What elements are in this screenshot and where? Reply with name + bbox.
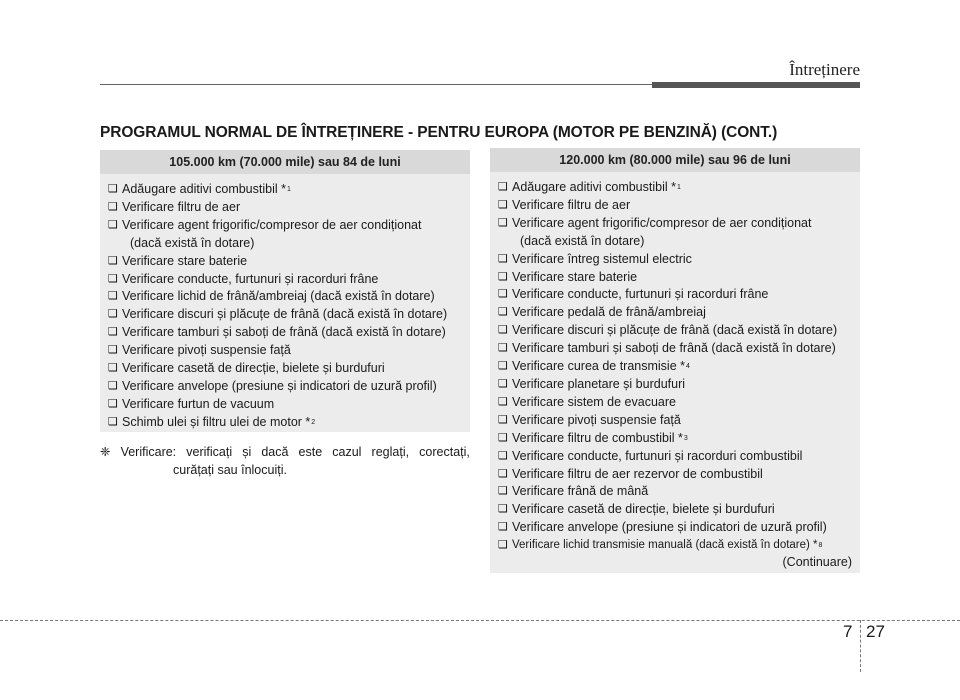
- page-title: PROGRAMUL NORMAL DE ÎNTREȚINERE - PENTRU EUROPA (MOTOR PE BENZINĂ) (CONT.): [100, 124, 778, 141]
- checklist-item: [108, 271, 470, 289]
- checkbox-icon: ❑: [498, 395, 508, 408]
- footnote-marker: 8: [818, 542, 823, 550]
- checklist-item-continuation: (dacă există în dotare): [520, 233, 645, 248]
- note-word: corectați,: [419, 445, 470, 459]
- checklist-item: [498, 537, 860, 555]
- checkbox-icon: ❑: [108, 344, 118, 357]
- checklist-item-continuation: (dacă există în dotare): [130, 235, 255, 250]
- checklist-item: [498, 269, 860, 287]
- checklist-item-text: Verificare stare baterie: [512, 269, 638, 284]
- footer-dashed-divider: [860, 620, 861, 672]
- checkbox-icon: ❑: [108, 397, 118, 410]
- checkbox-icon: ❑: [498, 270, 508, 283]
- checklist-item-text: Verificare tamburi și saboți de frână (dacă există în dotare): [512, 341, 836, 356]
- checklist-item-text: Adăugare aditivi combustibil *: [122, 182, 286, 196]
- checkbox-icon: ❑: [498, 467, 508, 480]
- checkbox-icon: ❑: [498, 252, 508, 265]
- left-checklist: [100, 174, 470, 432]
- checklist-item-text: Verificare casetă de direcție, bielete și burdufuri: [122, 361, 385, 376]
- section-title: Întreținere: [789, 60, 860, 79]
- checklist-item-text: Verificare frână de mână: [512, 484, 649, 499]
- note-word: reglați,: [371, 445, 410, 459]
- checklist-item: [498, 340, 860, 358]
- checkbox-icon: ❑: [498, 503, 508, 516]
- checkbox-icon: ❑: [108, 326, 118, 339]
- checklist-item-text: Verificare pedală de frână/ambreiaj: [512, 305, 706, 320]
- checklist-item: [498, 501, 860, 519]
- checklist-item-text: Verificare casetă de direcție, bielete și burdufuri: [512, 502, 775, 517]
- checklist-item: [498, 304, 860, 322]
- checklist-item: [498, 322, 860, 340]
- checkbox-icon: ❑: [498, 449, 508, 462]
- checkbox-icon: ❑: [498, 521, 508, 534]
- checkbox-icon: ❑: [498, 288, 508, 301]
- footnote-marker: 3: [683, 434, 688, 442]
- checklist-item-text: Verificare filtru de aer: [512, 197, 631, 212]
- checklist-item: [108, 378, 470, 396]
- checklist-item-text: Verificare pivoți suspensie față: [512, 412, 681, 427]
- checklist-item-text: Verificare agent frigorific/compresor de aer condiționat: [122, 217, 422, 232]
- checklist-item: [498, 358, 860, 376]
- checklist-item: [498, 519, 860, 537]
- footnote-marker: 2: [311, 418, 316, 426]
- checkbox-icon: ❑: [108, 218, 118, 231]
- checklist-item-text: Schimb ulei și filtru ulei de motor *: [122, 414, 311, 429]
- note-word: cazul: [332, 445, 362, 459]
- checkbox-icon: ❑: [108, 379, 118, 392]
- right-schedule-heading: 120.000 km (80.000 mile) sau 96 de luni: [490, 148, 860, 172]
- checklist-item-text: Verificare curea de transmisie *: [512, 359, 685, 374]
- checklist-item: [498, 394, 860, 412]
- verification-note: [100, 443, 470, 479]
- footer-dashed-rule: [0, 620, 960, 621]
- checklist-item: [498, 483, 860, 501]
- checklist-item-text: Verificare lichid transmisie manuală (dacă există în dotare) *: [512, 539, 818, 552]
- checklist-item: [108, 360, 470, 378]
- checkbox-icon: ❑: [498, 539, 508, 552]
- checklist-item: [108, 288, 470, 306]
- note-line-1: [100, 443, 470, 461]
- checklist-item-text: Verificare anvelope (presiune și indicatori de uzură profil): [122, 378, 437, 393]
- checklist-item-text: Verificare planetare și burdufuri: [512, 376, 686, 391]
- checklist-item-text: Verificare filtru de aer: [122, 199, 241, 214]
- checkbox-icon: ❑: [108, 308, 118, 321]
- note-word: și: [242, 445, 252, 459]
- checklist-item: [498, 197, 860, 215]
- checkbox-icon: ❑: [498, 431, 508, 444]
- checkbox-icon: ❑: [498, 181, 508, 193]
- chapter-number: 7: [843, 622, 853, 641]
- checklist-item-text: Verificare întreg sistemul electric: [512, 251, 692, 266]
- left-schedule-heading: 105.000 km (70.000 mile) sau 84 de luni: [100, 150, 470, 174]
- checklist-item-text: Verificare stare baterie: [122, 253, 248, 268]
- checklist-item-text: Verificare discuri și plăcuțe de frână (dacă există în dotare): [512, 323, 838, 338]
- checkbox-icon: ❑: [498, 198, 508, 211]
- checklist-item-text: Verificare tamburi și saboți de frână (dacă există în dotare): [122, 325, 446, 340]
- checklist-item: [108, 181, 470, 199]
- checkbox-icon: ❑: [498, 216, 508, 229]
- checklist-item: [108, 253, 470, 271]
- checkbox-icon: ❑: [108, 183, 118, 195]
- checklist-item: [108, 414, 470, 432]
- checklist-item-text: Verificare conducte, furtunuri și racorduri frâne: [122, 271, 379, 286]
- checkbox-icon: ❑: [498, 413, 508, 426]
- checklist-item-text: Verificare filtru de combustibil *: [512, 430, 683, 445]
- checklist-item-text: Verificare conducte, furtunuri și racorduri frâne: [512, 287, 769, 302]
- note-symbol: ❈: [100, 445, 111, 459]
- checklist-item: [108, 324, 470, 342]
- checkbox-icon: ❑: [498, 485, 508, 498]
- note-word: este: [298, 445, 323, 459]
- checklist-item-text: Adăugare aditivi combustibil *: [512, 180, 676, 194]
- checklist-item-text: Verificare anvelope (presiune și indicatori de uzură profil): [512, 520, 827, 535]
- right-schedule-panel: [490, 148, 860, 573]
- checklist-item: [108, 342, 470, 360]
- note-line-2: curățați sau înlocuiți.: [173, 463, 287, 477]
- checkbox-icon: ❑: [108, 272, 118, 285]
- checklist-item: [498, 412, 860, 430]
- footnote-marker: 1: [286, 186, 291, 193]
- checklist-item-text: Verificare lichid de frână/ambreiaj (dacă există în dotare): [122, 289, 435, 304]
- checkbox-icon: ❑: [498, 324, 508, 337]
- checkbox-icon: ❑: [498, 377, 508, 390]
- checkbox-icon: ❑: [498, 342, 508, 355]
- checklist-item: [498, 179, 860, 197]
- checklist-item: [108, 306, 470, 324]
- checklist-item-text: Verificare furtun de vacuum: [122, 396, 275, 411]
- footnote-marker: 1: [676, 184, 681, 191]
- checkbox-icon: ❑: [108, 200, 118, 213]
- checklist-item: [498, 376, 860, 394]
- checklist-item-text: Verificare agent frigorific/compresor de aer condiționat: [512, 215, 812, 230]
- checklist-item: [108, 396, 470, 414]
- footnote-marker: 4: [686, 363, 690, 371]
- checkbox-icon: ❑: [498, 360, 508, 373]
- checklist-item: [108, 217, 470, 235]
- note-label: Verificare:: [120, 445, 177, 459]
- page-number: 27: [866, 622, 885, 641]
- checklist-item-text: Verificare filtru de aer rezervor de combustibil: [512, 466, 763, 481]
- checklist-item-text: Verificare sistem de evacuare: [512, 394, 676, 409]
- checkbox-icon: ❑: [108, 290, 118, 303]
- continuation-label: (Continuare): [782, 555, 852, 569]
- left-schedule-panel: [100, 150, 470, 432]
- checklist-item: [498, 251, 860, 269]
- note-word: verificați: [186, 445, 233, 459]
- checklist-item: [498, 448, 860, 466]
- checkbox-icon: ❑: [108, 415, 118, 428]
- checklist-item: [498, 286, 860, 304]
- note-word: dacă: [261, 445, 289, 459]
- checklist-item-text: Verificare pivoți suspensie față: [122, 343, 291, 358]
- header-accent-bar: [652, 82, 860, 88]
- checkbox-icon: ❑: [108, 254, 118, 267]
- checkbox-icon: ❑: [108, 362, 118, 375]
- checklist-item-text: Verificare conducte, furtunuri și racorduri combustibil: [512, 448, 803, 463]
- checklist-item: [498, 466, 860, 484]
- checkbox-icon: ❑: [498, 306, 508, 319]
- right-checklist: [490, 172, 860, 555]
- checklist-item: [498, 215, 860, 233]
- checklist-item: [498, 430, 860, 448]
- checklist-item: [108, 199, 470, 217]
- checklist-item-text: Verificare discuri și plăcuțe de frână (dacă există în dotare): [122, 307, 448, 322]
